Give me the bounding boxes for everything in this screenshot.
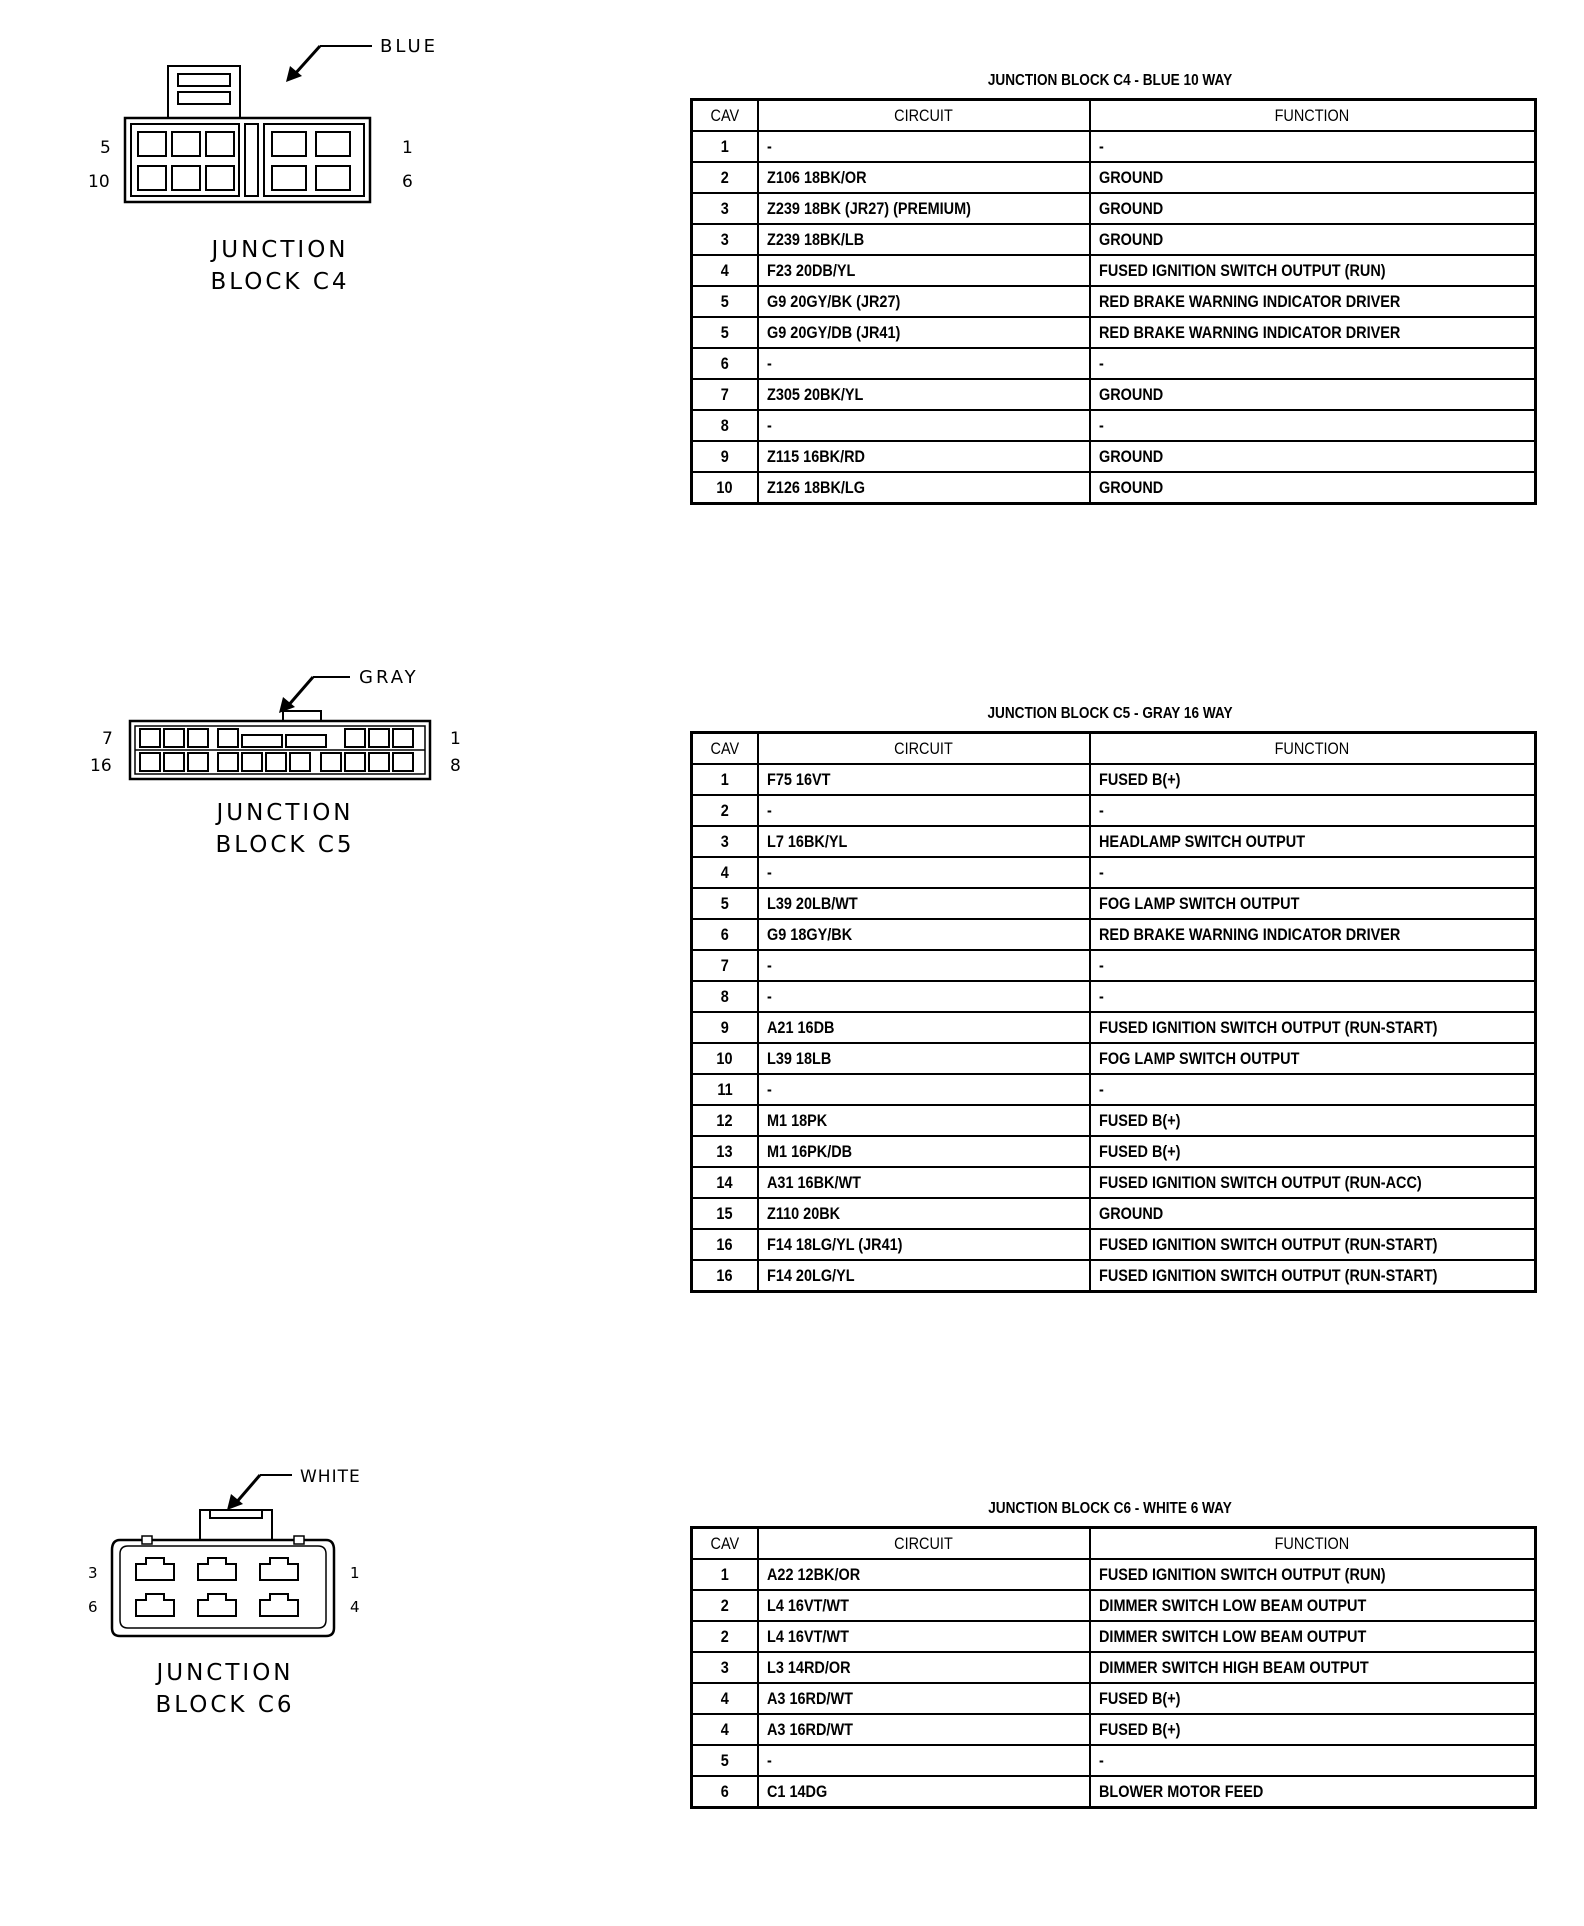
circuit-cell: Z106 18BK/OR	[758, 162, 1090, 193]
table-row	[692, 826, 1536, 857]
circuit-cell: F14 18LG/YL (JR41)	[758, 1229, 1090, 1260]
circuit-cell: -	[758, 410, 1090, 441]
circuit-cell: C1 14DG	[758, 1776, 1090, 1808]
table-row	[692, 131, 1536, 162]
function-cell: RED BRAKE WARNING INDICATOR DRIVER	[1090, 317, 1536, 348]
circuit-cell: F75 16VT	[758, 764, 1090, 795]
function-cell: -	[1090, 131, 1536, 162]
table-row	[692, 224, 1536, 255]
table-row	[692, 1229, 1536, 1260]
circuit-cell: L4 16VT/WT	[758, 1621, 1090, 1652]
cav-cell: 10	[692, 1043, 758, 1074]
c6-block-name	[120, 1657, 330, 1721]
c5-table	[690, 731, 1537, 1293]
circuit-cell: A3 16RD/WT	[758, 1683, 1090, 1714]
table-row	[692, 1167, 1536, 1198]
connector-c5-diagram	[85, 655, 485, 795]
c4-pin-top-right: 1	[402, 138, 413, 158]
function-cell: GROUND	[1090, 224, 1536, 255]
cav-cell: 4	[692, 857, 758, 888]
circuit-cell: -	[758, 950, 1090, 981]
cav-cell: 3	[692, 1652, 758, 1683]
cav-cell: 3	[692, 826, 758, 857]
cav-cell: 5	[692, 888, 758, 919]
c4-name-line1: JUNCTION	[211, 237, 349, 263]
function-cell: RED BRAKE WARNING INDICATOR DRIVER	[1090, 919, 1536, 950]
circuit-cell: G9 20GY/BK (JR27)	[758, 286, 1090, 317]
circuit-cell: M1 18PK	[758, 1105, 1090, 1136]
table-row	[692, 1043, 1536, 1074]
table-row	[692, 764, 1536, 795]
circuit-cell: -	[758, 857, 1090, 888]
circuit-cell: L4 16VT/WT	[758, 1590, 1090, 1621]
connector-c4-diagram	[80, 20, 439, 220]
function-cell: -	[1090, 950, 1536, 981]
table-row	[692, 1012, 1536, 1043]
circuit-cell: Z239 18BK (JR27) (PREMIUM)	[758, 193, 1090, 224]
table-row	[692, 379, 1536, 410]
cav-cell: 2	[692, 1621, 758, 1652]
function-cell: -	[1090, 857, 1536, 888]
cav-cell: 3	[692, 224, 758, 255]
cav-cell: 5	[692, 286, 758, 317]
table-row	[692, 317, 1536, 348]
function-cell: GROUND	[1090, 379, 1536, 410]
circuit-cell: G9 18GY/BK	[758, 919, 1090, 950]
cav-cell: 14	[692, 1167, 758, 1198]
table-row	[692, 1260, 1536, 1292]
c6-name-line2: BLOCK C6	[155, 1692, 295, 1718]
function-cell: FUSED IGNITION SWITCH OUTPUT (RUN-START)	[1090, 1260, 1536, 1292]
c4-color-label: BLUE	[380, 36, 439, 57]
circuit-cell: Z110 20BK	[758, 1198, 1090, 1229]
function-cell: FUSED IGNITION SWITCH OUTPUT (RUN)	[1090, 255, 1536, 286]
cav-cell: 8	[692, 981, 758, 1012]
c4-table-title: JUNCTION BLOCK C4 - BLUE 10 WAY	[987, 72, 1233, 89]
cav-cell: 10	[692, 472, 758, 504]
circuit-cell: Z239 18BK/LB	[758, 224, 1090, 255]
table-row	[692, 1105, 1536, 1136]
c5-block-name	[180, 797, 390, 861]
c5-pin-bottom-right: 8	[450, 756, 461, 776]
cav-cell: 1	[692, 764, 758, 795]
cav-cell: 2	[692, 795, 758, 826]
connector-c6-svg	[80, 1460, 400, 1640]
connector-c4-svg	[80, 20, 439, 220]
junction-block-c6-section	[0, 1460, 1584, 1900]
circuit-cell: F14 20LG/YL	[758, 1260, 1090, 1292]
c4-table	[690, 98, 1537, 505]
table-row	[692, 857, 1536, 888]
table-row	[692, 1745, 1536, 1776]
function-cell: GROUND	[1090, 472, 1536, 504]
circuit-cell: A31 16BK/WT	[758, 1167, 1090, 1198]
table-row	[692, 888, 1536, 919]
table-row	[692, 1776, 1536, 1808]
function-cell: FUSED B(+)	[1090, 764, 1536, 795]
cav-cell: 13	[692, 1136, 758, 1167]
function-cell: DIMMER SWITCH LOW BEAM OUTPUT	[1090, 1590, 1536, 1621]
cav-header: CAV	[692, 733, 758, 765]
c4-name-line2: BLOCK C4	[210, 269, 350, 295]
circuit-cell: G9 20GY/DB (JR41)	[758, 317, 1090, 348]
table-row	[692, 348, 1536, 379]
function-cell: BLOWER MOTOR FEED	[1090, 1776, 1536, 1808]
function-cell: DIMMER SWITCH HIGH BEAM OUTPUT	[1090, 1652, 1536, 1683]
circuit-cell: Z126 18BK/LG	[758, 472, 1090, 504]
function-header: FUNCTION	[1090, 100, 1536, 132]
c6-pin-bottom-right: 4	[350, 1598, 360, 1616]
c4-block-name	[175, 234, 385, 298]
cav-cell: 1	[692, 1559, 758, 1590]
function-cell: FUSED B(+)	[1090, 1714, 1536, 1745]
function-cell: -	[1090, 981, 1536, 1012]
circuit-cell: M1 16PK/DB	[758, 1136, 1090, 1167]
cav-cell: 2	[692, 162, 758, 193]
cav-cell: 4	[692, 1714, 758, 1745]
c4-pin-bottom-left: 10	[88, 172, 110, 192]
c4-pin-top-left: 5	[100, 138, 111, 158]
c5-name-line2: BLOCK C5	[215, 832, 355, 858]
c6-color-label: WHITE	[300, 1467, 361, 1487]
function-cell: -	[1090, 1745, 1536, 1776]
circuit-cell: A21 16DB	[758, 1012, 1090, 1043]
circuit-cell: Z305 20BK/YL	[758, 379, 1090, 410]
function-cell: GROUND	[1090, 441, 1536, 472]
c6-name-line1: JUNCTION	[156, 1660, 294, 1686]
cav-cell: 11	[692, 1074, 758, 1105]
c5-pin-top-right: 1	[450, 729, 461, 749]
cav-cell: 3	[692, 193, 758, 224]
circuit-cell: -	[758, 348, 1090, 379]
cav-cell: 15	[692, 1198, 758, 1229]
function-header: FUNCTION	[1090, 1528, 1536, 1560]
function-cell: FOG LAMP SWITCH OUTPUT	[1090, 1043, 1536, 1074]
circuit-cell: L3 14RD/OR	[758, 1652, 1090, 1683]
c6-table-title: JUNCTION BLOCK C6 - WHITE 6 WAY	[988, 1500, 1232, 1517]
function-cell: -	[1090, 410, 1536, 441]
function-cell: FUSED IGNITION SWITCH OUTPUT (RUN-ACC)	[1090, 1167, 1536, 1198]
circuit-cell: F23 20DB/YL	[758, 255, 1090, 286]
c5-pin-top-left: 7	[102, 729, 113, 749]
function-cell: FOG LAMP SWITCH OUTPUT	[1090, 888, 1536, 919]
table-row	[692, 919, 1536, 950]
cav-cell: 5	[692, 1745, 758, 1776]
c5-name-line1: JUNCTION	[216, 800, 354, 826]
function-cell: FUSED B(+)	[1090, 1105, 1536, 1136]
function-cell: -	[1090, 1074, 1536, 1105]
table-row	[692, 255, 1536, 286]
table-row	[692, 472, 1536, 504]
function-header: FUNCTION	[1090, 733, 1536, 765]
cav-header: CAV	[692, 100, 758, 132]
table-header-row	[692, 100, 1536, 132]
cav-cell: 16	[692, 1260, 758, 1292]
table-row	[692, 286, 1536, 317]
table-row	[692, 410, 1536, 441]
table-header-row	[692, 1528, 1536, 1560]
circuit-cell: L39 20LB/WT	[758, 888, 1090, 919]
cav-cell: 16	[692, 1229, 758, 1260]
cav-cell: 7	[692, 950, 758, 981]
function-cell: -	[1090, 348, 1536, 379]
function-cell: GROUND	[1090, 1198, 1536, 1229]
c6-pin-bottom-left: 6	[88, 1598, 98, 1616]
table-row	[692, 1074, 1536, 1105]
c6-pin-top-right: 1	[350, 1564, 360, 1582]
cav-cell: 5	[692, 317, 758, 348]
cav-cell: 1	[692, 131, 758, 162]
junction-block-c4-section	[0, 0, 1584, 540]
table-row	[692, 1714, 1536, 1745]
table-row	[692, 1652, 1536, 1683]
function-cell: -	[1090, 795, 1536, 826]
function-cell: DIMMER SWITCH LOW BEAM OUTPUT	[1090, 1621, 1536, 1652]
table-row	[692, 1198, 1536, 1229]
cav-cell: 12	[692, 1105, 758, 1136]
circuit-cell: -	[758, 131, 1090, 162]
cav-cell: 9	[692, 441, 758, 472]
cav-cell: 6	[692, 348, 758, 379]
function-cell: RED BRAKE WARNING INDICATOR DRIVER	[1090, 286, 1536, 317]
circuit-cell: -	[758, 795, 1090, 826]
cav-cell: 4	[692, 255, 758, 286]
table-header-row	[692, 733, 1536, 765]
c6-table	[690, 1526, 1537, 1809]
circuit-cell: -	[758, 1074, 1090, 1105]
table-row	[692, 981, 1536, 1012]
junction-block-c5-section	[0, 655, 1584, 1355]
connector-c6-diagram	[80, 1460, 400, 1640]
cav-cell: 2	[692, 1590, 758, 1621]
table-row	[692, 950, 1536, 981]
circuit-header: CIRCUIT	[758, 1528, 1090, 1560]
function-cell: FUSED IGNITION SWITCH OUTPUT (RUN-START)	[1090, 1012, 1536, 1043]
cav-cell: 8	[692, 410, 758, 441]
cav-cell: 7	[692, 379, 758, 410]
function-cell: GROUND	[1090, 162, 1536, 193]
circuit-cell: -	[758, 981, 1090, 1012]
circuit-cell: L7 16BK/YL	[758, 826, 1090, 857]
table-row	[692, 1621, 1536, 1652]
table-row	[692, 441, 1536, 472]
c4-pin-bottom-right: 6	[402, 172, 413, 192]
function-cell: FUSED B(+)	[1090, 1136, 1536, 1167]
cav-header: CAV	[692, 1528, 758, 1560]
cav-cell: 4	[692, 1683, 758, 1714]
cav-cell: 9	[692, 1012, 758, 1043]
circuit-cell: L39 18LB	[758, 1043, 1090, 1074]
function-cell: GROUND	[1090, 193, 1536, 224]
function-cell: HEADLAMP SWITCH OUTPUT	[1090, 826, 1536, 857]
c5-pin-bottom-left: 16	[90, 756, 112, 776]
circuit-header: CIRCUIT	[758, 733, 1090, 765]
circuit-cell: -	[758, 1745, 1090, 1776]
circuit-cell: A3 16RD/WT	[758, 1714, 1090, 1745]
circuit-cell: A22 12BK/OR	[758, 1559, 1090, 1590]
function-cell: FUSED B(+)	[1090, 1683, 1536, 1714]
table-row	[692, 162, 1536, 193]
table-row	[692, 795, 1536, 826]
cav-cell: 6	[692, 1776, 758, 1808]
c6-pin-top-left: 3	[88, 1564, 98, 1582]
cav-cell: 6	[692, 919, 758, 950]
connector-c5-svg	[85, 655, 485, 795]
table-row	[692, 1590, 1536, 1621]
table-row	[692, 1136, 1536, 1167]
c5-table-title: JUNCTION BLOCK C5 - GRAY 16 WAY	[987, 705, 1233, 722]
circuit-header: CIRCUIT	[758, 100, 1090, 132]
c5-color-label: GRAY	[359, 667, 419, 688]
table-row	[692, 1683, 1536, 1714]
table-row	[692, 1559, 1536, 1590]
function-cell: FUSED IGNITION SWITCH OUTPUT (RUN-START)	[1090, 1229, 1536, 1260]
table-row	[692, 193, 1536, 224]
circuit-cell: Z115 16BK/RD	[758, 441, 1090, 472]
function-cell: FUSED IGNITION SWITCH OUTPUT (RUN)	[1090, 1559, 1536, 1590]
